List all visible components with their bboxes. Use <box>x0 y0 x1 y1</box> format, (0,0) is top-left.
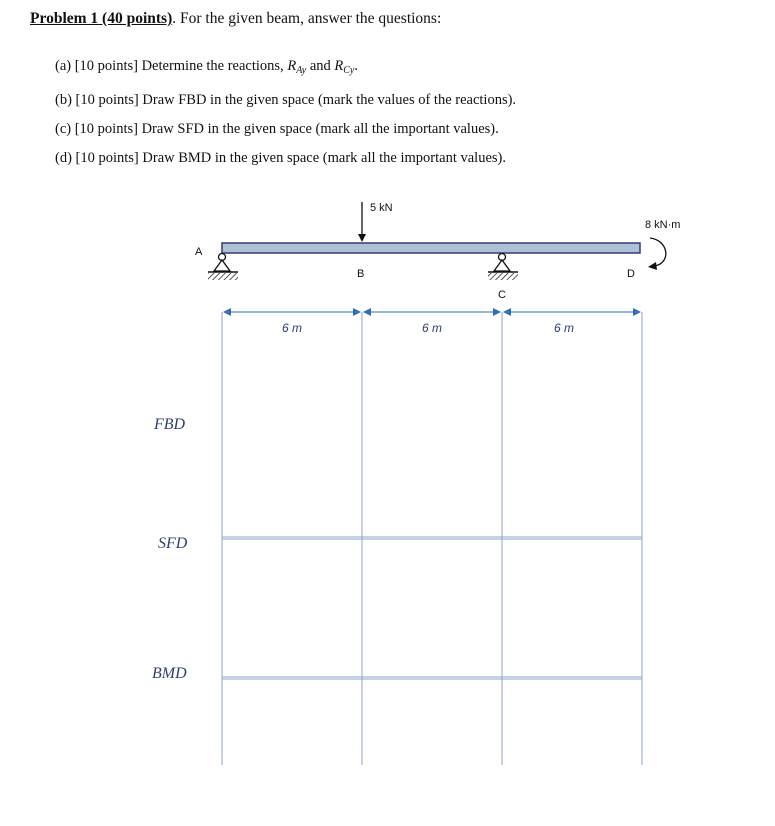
beam <box>222 243 640 253</box>
question-a-and: and <box>306 58 335 74</box>
question-b: (b) [10 points] Draw FBD in the given space (mark the values of the reactions). <box>55 92 517 108</box>
reaction-cy-subscript: Cy <box>343 65 355 76</box>
moment-arrow <box>648 238 666 270</box>
problem-intro: . For the given beam, answer the questions: <box>172 10 442 27</box>
point-label-b: B <box>357 268 365 280</box>
question-a-end: . <box>354 58 358 74</box>
point-load-arrow <box>358 202 366 242</box>
section-label-sfd: SFD <box>158 535 188 552</box>
question-d: (d) [10 points] Draw BMD in the given space (mark all the important values). <box>55 150 506 166</box>
span-label-cd: 6 m <box>554 321 575 335</box>
question-c: (c) [10 points] Draw SFD in the given space (mark all the important values). <box>55 121 499 137</box>
grid-lines <box>222 312 642 765</box>
point-label-a: A <box>195 246 203 258</box>
pin-support-c <box>488 254 518 281</box>
point-label-c: C <box>498 289 506 301</box>
pin-support-a <box>208 254 238 281</box>
moment-label: 8 kN·m <box>645 219 681 231</box>
reaction-ay-subscript: Ay <box>296 65 307 76</box>
point-label-d: D <box>627 268 635 280</box>
reaction-ay-symbol: R <box>287 58 297 74</box>
reaction-cy-symbol: R <box>334 58 344 74</box>
load-label: 5 kN <box>370 202 393 214</box>
problem-heading: Problem 1 (40 points) <box>30 10 173 27</box>
span-label-bc: 6 m <box>422 321 443 335</box>
section-label-bmd: BMD <box>152 665 187 682</box>
question-a-text: (a) [10 points] Determine the reactions, <box>55 58 288 74</box>
section-label-fbd: FBD <box>154 416 186 433</box>
span-label-ab: 6 m <box>282 321 303 335</box>
